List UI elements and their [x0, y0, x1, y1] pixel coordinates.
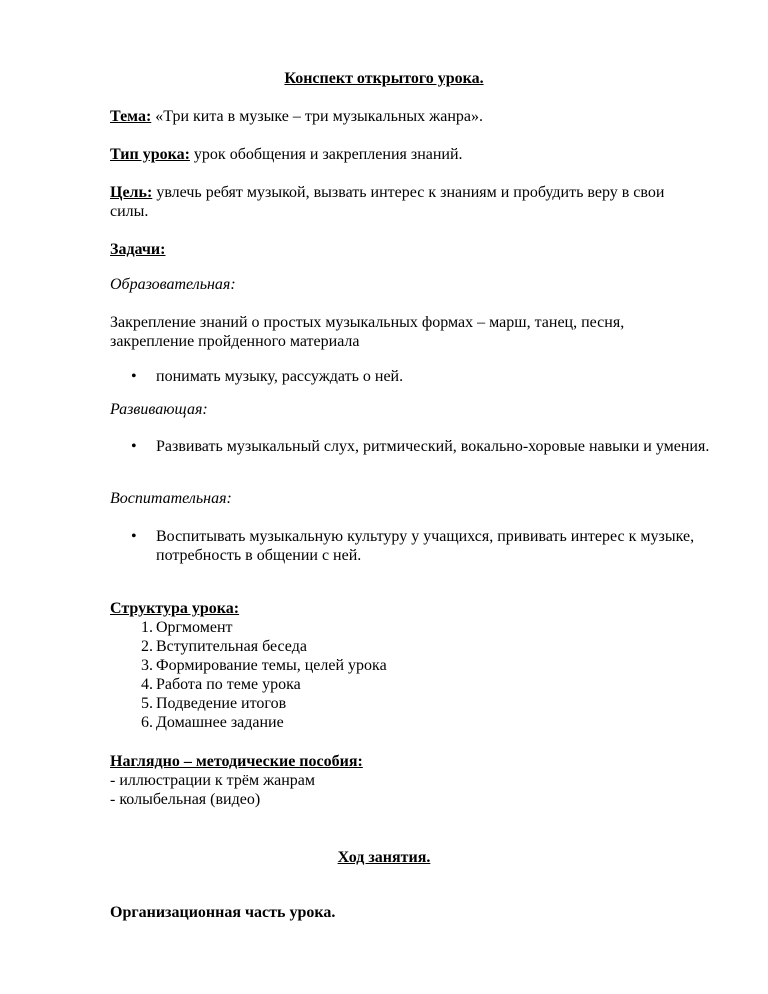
educational-label: Образовательная:	[110, 276, 236, 293]
educational-text: Закрепление знаний о простых музыкальных формах – марш, танец, песня, закрепление пройденного материала	[110, 314, 625, 350]
structure-item-number: 5.	[141, 695, 153, 712]
developing-bullet-item	[110, 437, 710, 456]
structure-item-number: 1.	[141, 619, 153, 636]
developing-label: Развивающая:	[110, 401, 208, 418]
bullet-marker: •	[131, 368, 137, 385]
structure-item-text: Оргмомент	[156, 619, 233, 636]
org-part-heading: Организационная часть урока.	[110, 904, 336, 921]
structure-item-text: Работа по теме урока	[156, 676, 301, 693]
goal-paragraph	[110, 183, 706, 221]
goal-label: Цель:	[110, 184, 153, 201]
structure-item	[110, 675, 710, 694]
structure-item	[110, 656, 710, 675]
lesson-type-label: Тип урока:	[110, 146, 190, 163]
structure-item-number: 4.	[141, 676, 153, 693]
topic-label: Тема:	[110, 108, 152, 125]
structure-item-text: Формирование темы, целей урока	[156, 657, 387, 674]
document-title: Конспект открытого урока.	[284, 70, 484, 87]
tasks-heading: Задачи:	[110, 241, 166, 258]
structure-item-text: Подведение итогов	[156, 695, 287, 712]
topic-text: «Три кита в музыке – три музыкальных жанра».	[151, 108, 483, 125]
lesson-type-text: урок обобщения и закрепления знаний.	[189, 146, 463, 163]
topic-line	[110, 107, 710, 126]
structure-item	[110, 618, 710, 637]
structure-item	[110, 713, 710, 732]
structure-item	[110, 637, 710, 656]
aids-item: - иллюстрации к трём жанрам	[110, 772, 316, 789]
educational-bullet-item	[110, 367, 710, 386]
developing-bullet-text: Развивать музыкальный слух, ритмический, вокально-хоровые навыки и умения.	[156, 438, 710, 455]
educational-bullet-text: понимать музыку, рассуждать о ней.	[156, 368, 404, 385]
structure-item-number: 6.	[141, 714, 153, 731]
structure-item-number: 2.	[141, 638, 153, 655]
lesson-type-line	[110, 145, 710, 164]
upbringing-bullet-text: Воспитывать музыкальную культуру у учащихся, прививать интерес к музыке, потребность в общении с ней.	[156, 528, 695, 564]
aids-item: - колыбельная (видео)	[110, 791, 261, 808]
goal-text: увлечь ребят музыкой, вызвать интерес к знаниям и пробудить веру в свои силы.	[110, 184, 665, 220]
aids-heading: Наглядно – методические пособия:	[110, 753, 363, 770]
upbringing-label: Воспитательная:	[110, 490, 232, 507]
structure-item	[110, 694, 710, 713]
course-heading: Ход занятия.	[337, 849, 431, 866]
bullet-marker: •	[131, 438, 137, 455]
structure-heading: Структура урока:	[110, 600, 240, 617]
structure-item-number: 3.	[141, 657, 153, 674]
structure-item-text: Домашнее задание	[156, 714, 284, 731]
structure-item-text: Вступительная беседа	[156, 638, 307, 655]
bullet-marker: •	[131, 528, 137, 545]
upbringing-bullet-item	[110, 527, 710, 565]
